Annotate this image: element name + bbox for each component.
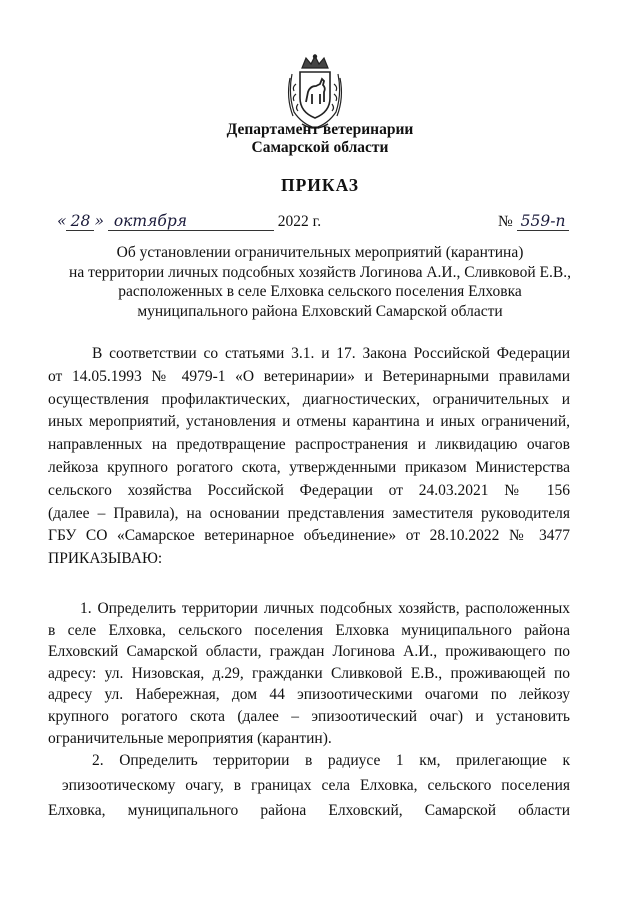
text-line: 2. Определить территории в радиусе 1 км, прилегающие к <box>92 752 570 769</box>
text-line: от 14.05.1993 № 4979-1 «О ветеринарии» и Ветеринарными правилами <box>48 367 570 385</box>
text-line: В соответствии со статьями 3.1. и 17. Закона Российской Федерации <box>92 345 570 362</box>
text-line: Елховский Самарской области, граждан Логинова А.И., проживающего по <box>48 643 570 661</box>
date-year: 2022 г. <box>277 213 322 230</box>
text-line-order: ПРИКАЗЫВАЮ: <box>48 550 163 568</box>
document-subject <box>40 243 600 321</box>
date-day: 28 <box>66 212 94 231</box>
org-name-line1: Департамент ветеринарии <box>226 121 414 138</box>
text-line: лейкоза крупного рогатого скота, утвержденными приказом Министерства <box>48 458 570 476</box>
text-line: ГБУ СО «Самарское ветеринарное объединение» от 28.10.2022 № 3477 <box>48 527 570 545</box>
text-line: 1. Определить территории личных подсобных хозяйств, расположенных <box>80 600 570 617</box>
subject-line: Об установлении ограничительных мероприятий (карантина) <box>116 244 524 261</box>
text-line: адресу: ул. Низовская, д.29, гражданки Сливковой Е.В., проживающей по <box>48 664 570 682</box>
text-line: ограничительные мероприятия (карантин). <box>48 729 332 747</box>
paragraph-item-1 <box>48 598 570 749</box>
number-value: 559-п <box>517 212 569 231</box>
paragraph-item-2 <box>48 748 570 823</box>
number-sign: № <box>498 213 513 230</box>
text-line: в селе Елховка, сельского поселения Елховка муниципального района <box>48 621 570 639</box>
org-name-line2: Самарской области <box>251 139 389 156</box>
text-line: крупного рогатого скота (далее – эпизоотический очаг) и установить <box>48 707 570 725</box>
text-line: осуществления профилактических, диагностических, ограничительных и <box>48 390 570 408</box>
text-line: направленных на предотвращение распространения и ликвидацию очагов <box>48 436 570 454</box>
subject-line: расположенных в селе Елховка сельского поселения Елховка <box>118 283 522 300</box>
text-line: адресу ул. Набережная, дом 44 эпизоотическими очагоми по лейкозу <box>48 686 570 704</box>
text-line: (далее – Правила), на основании представления заместителя руководителя <box>48 504 570 522</box>
date-month: октября <box>108 212 274 231</box>
text-line: иных мероприятий, установления и отмены карантина и иных ограничений, <box>48 413 570 431</box>
text-line: Елховка, муниципального района Елховский, Самарской области <box>48 802 570 819</box>
subject-line: на территории личных подсобных хозяйств Логинова А.И., Сливковой Е.В., <box>69 263 571 281</box>
date-close-quote: » <box>94 212 104 230</box>
date-open-quote: « <box>57 212 67 230</box>
document-date <box>57 212 321 231</box>
document-type: ПРИКАЗ <box>280 175 360 195</box>
subject-line: муниципального района Елховский Самарской области <box>137 302 503 320</box>
text-line: сельского хозяйства Российской Федерации от 24.03.2021 № 156 <box>48 481 570 499</box>
document-number <box>498 212 569 231</box>
text-line: эпизоотическому очагу, в границах села Елховка, сельского поселения <box>62 777 570 794</box>
paragraph-preamble <box>48 343 570 571</box>
